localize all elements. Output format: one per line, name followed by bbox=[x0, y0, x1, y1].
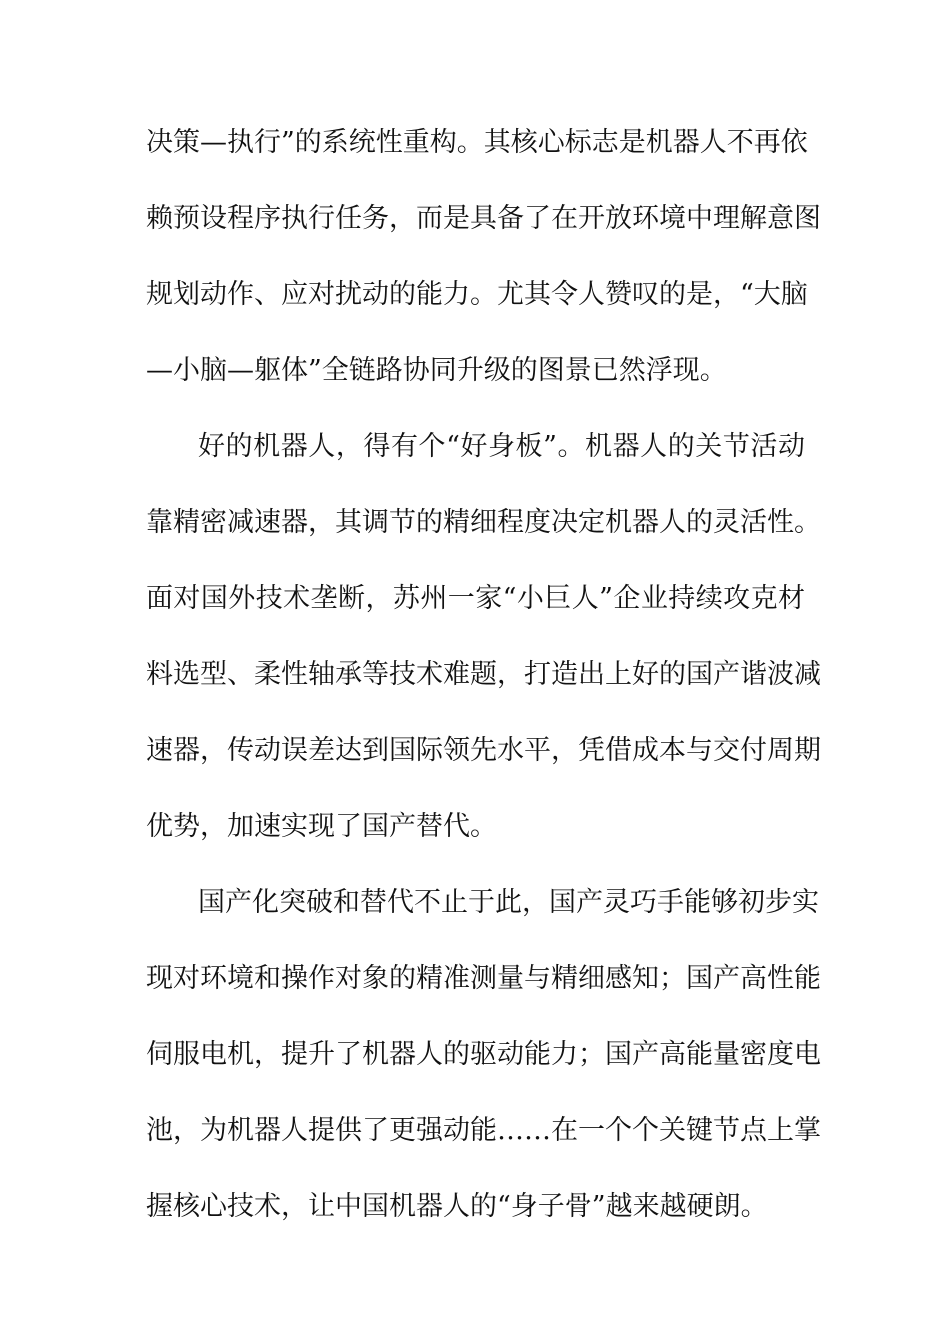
text-line: 优势，加速实现了国产替代。 bbox=[146, 811, 497, 842]
text-line: 速器，传动误差达到国际领先水平，凭借成本与交付周期 bbox=[146, 735, 821, 766]
text-line: 决策—执行”的系统性重构。其核心标志是机器人不再依 bbox=[146, 127, 808, 158]
text-line: 现对环境和操作对象的精准测量与精细感知；国产高性能 bbox=[146, 963, 821, 994]
text-line: 国产化突破和替代不止于此，国产灵巧手能够初步实 bbox=[198, 887, 819, 918]
text-line: 好的机器人，得有个“好身板”。机器人的关节活动 bbox=[198, 431, 805, 462]
text-line: 料选型、柔性轴承等技术难题，打造出上好的国产谐波减 bbox=[146, 659, 821, 690]
text-line: 规划动作、应对扰动的能力。尤其令人赞叹的是，“大脑 bbox=[146, 279, 808, 310]
text-line: 赖预设程序执行任务，而是具备了在开放环境中理解意图 bbox=[146, 203, 821, 234]
text-line: 面对国外技术垄断，苏州一家“小巨人”企业持续攻克材 bbox=[146, 583, 805, 614]
text-line: 伺服电机，提升了机器人的驱动能力；国产高能量密度电 bbox=[146, 1039, 821, 1070]
text-line: 靠精密减速器，其调节的精细程度决定机器人的灵活性。 bbox=[146, 507, 821, 538]
text-line: 握核心技术，让中国机器人的“身子骨”越来越硬朗。 bbox=[146, 1191, 768, 1222]
text-line: 池，为机器人提供了更强动能……在一个个关键节点上掌 bbox=[146, 1115, 821, 1146]
text-line: —小脑—躯体”全链路协同升级的图景已然浮现。 bbox=[146, 355, 727, 386]
